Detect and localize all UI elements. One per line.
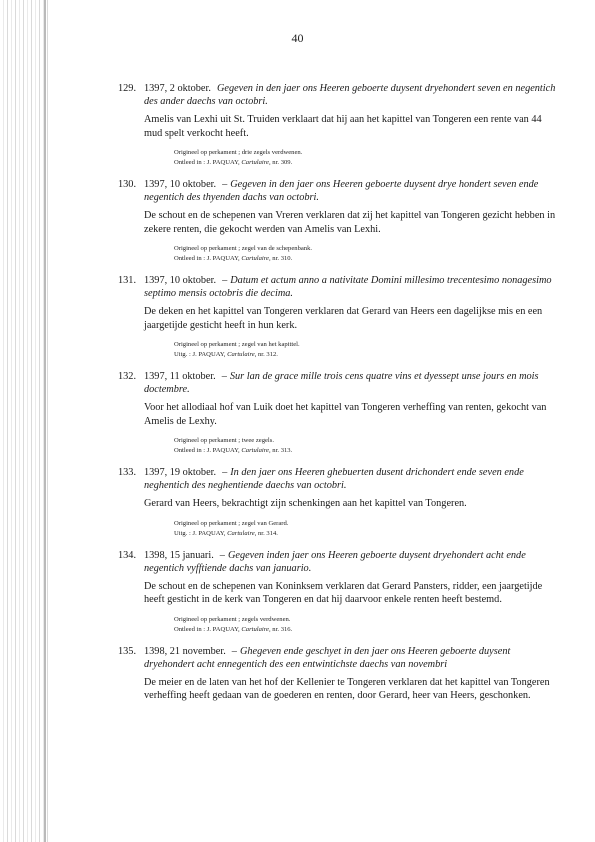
entry-quote: Gegeven in den jaer ons Heeren geboerte duysent dryehondert seven en negentich des ander daechs van octobri.	[144, 83, 556, 107]
entry-summary: De deken en het kapittel van Tongeren verklaren dat Gerard van Heers een dagelijkse mis en een jaargetijde gesticht heeft in hun kerk.	[144, 306, 543, 331]
entry-heading	[118, 645, 558, 671]
entry-dash: –	[221, 371, 227, 382]
reference-title: Cartulaire,	[241, 255, 271, 262]
entry-number: 135.	[118, 645, 137, 657]
entry-date: 1398, 21 november.	[144, 645, 226, 657]
source-note: Origineel op perkament ; zegel van Gerard.	[174, 519, 289, 527]
entry-number: 133.	[118, 467, 137, 478]
reference-title: Cartulaire,	[227, 351, 257, 358]
reference-title: Cartulaire,	[227, 529, 257, 537]
entry-number: 132.	[118, 371, 137, 382]
reference-label: Ontleed in : J. PAQUAY,	[174, 625, 240, 633]
entry-quote: Sur lan de grace mille trois cens quatre vins et dyessept unse jours en mois doctembre.	[144, 371, 539, 395]
reference-number: nr. 316.	[270, 625, 293, 633]
entry-quote: In den jaer ons Heeren ghebuerten dusent drichondert ende seven ende neghentich des neghentiende daechs van octobri.	[144, 467, 524, 491]
entry-dash: –	[222, 467, 228, 478]
entry-133	[118, 466, 558, 539]
source-note: Origineel op perkament ; zegels verdwenen.	[174, 615, 291, 623]
entry-131	[118, 274, 558, 360]
entry-date: 1398, 15 januari.	[144, 549, 214, 561]
entry-quote: Ghegeven ende geschyet in den jaer ons Heeren geboerte duysent dryehondert acht ennegentich des een entwintichste daechs van novembri	[144, 645, 511, 670]
regesten-list	[118, 82, 558, 713]
source-note: Origineel op perkament ; drie zegels verdwenen.	[174, 149, 303, 156]
entry-summary: Amelis van Lexhi uit St. Truiden verklaart dat hij aan het kapittel van Tongeren een rente van 44 mud spelt verkocht heeft.	[144, 114, 542, 139]
entry-notes	[118, 148, 558, 168]
entry-number: 129.	[118, 83, 137, 94]
entry-date: 1397, 10 oktober.	[144, 179, 217, 190]
entry-135	[118, 645, 558, 703]
reference-title: Cartulaire,	[241, 447, 271, 454]
entry-number: 134.	[118, 549, 137, 561]
entry-summary: Gerard van Heers, bekrachtigt zijn schenkingen aan het kapittel van Tongeren.	[144, 498, 467, 509]
reference-note	[174, 446, 558, 456]
reference-number: nr. 313.	[270, 447, 293, 454]
entry-134	[118, 549, 558, 635]
entry-date: 1397, 19 oktober.	[144, 467, 217, 478]
source-note: Origineel op perkament ; zegel van de schepenbank.	[174, 245, 313, 252]
entry-dash: –	[222, 275, 228, 286]
entry-notes	[118, 519, 558, 539]
entry-heading	[118, 549, 558, 575]
reference-label: Uitg. : J. PAQUAY,	[174, 351, 226, 358]
reference-title: Cartulaire,	[241, 625, 271, 633]
entry-heading	[118, 274, 558, 300]
reference-note	[174, 529, 558, 539]
reference-number: nr. 309.	[270, 159, 293, 166]
reference-note	[174, 254, 558, 264]
scan-edge-line	[44, 0, 46, 842]
entry-summary: De meier en de laten van het hof der Kellenier te Tongeren verklaren dat het kapittel van Tongeren verheffing heeft gedaan van de goederen en renten, door Gerard, heer van Heers, geschonken.	[144, 676, 550, 701]
entry-quote: Gegeven in den jaer ons Heeren geboerte duysent drye hondert seven ende negentich des thyenden dachs van octobri.	[144, 179, 539, 203]
entry-notes	[118, 340, 558, 360]
scan-edge	[0, 0, 48, 842]
entry-130	[118, 178, 558, 264]
entry-summary: Voor het allodiaal hof van Luik doet het kapittel van Tongeren verheffing van renten, gekocht van Amelis de Lexhy.	[144, 402, 547, 427]
entry-date: 1397, 11 oktober.	[144, 371, 216, 382]
entry-notes	[118, 436, 558, 456]
source-note: Origineel op perkament ; twee zegels.	[174, 437, 274, 444]
entry-notes	[118, 244, 558, 264]
entry-notes	[118, 615, 558, 635]
reference-label: Uitg. : J. PAQUAY,	[174, 529, 226, 537]
entry-quote: Datum et actum anno a nativitate Domini millesimo trecentesimo nonagesimo septimo mensis octobris die decima.	[144, 275, 552, 299]
entry-summary: De schout en de schepenen van Vreren verklaren dat zij het kapittel van Tongeren gezicht hebben in zekere renten, die gekocht werden van Amelis van Lexhi.	[144, 210, 556, 235]
reference-label: Ontleed in : J. PAQUAY,	[174, 447, 240, 454]
reference-label: Ontleed in : J. PAQUAY,	[174, 255, 240, 262]
reference-number: nr. 314.	[256, 529, 278, 537]
entry-summary: De schout en de schepenen van Koninksem verklaren dat Gerard Pansters, ridder, een jaargetijde heeft gesticht in de kerk van Tongeren en dat hij daarvoor enkele renten heeft bestemd.	[144, 580, 543, 605]
entry-quote: Gegeven inden jaer ons Heeren geboerte duysent dryehondert acht ende negentich vyfftiende dachs van januario.	[144, 549, 526, 574]
entry-date: 1397, 10 oktober.	[144, 275, 217, 286]
reference-note	[174, 625, 558, 635]
entry-dash: –	[231, 645, 237, 657]
entry-date: 1397, 2 oktober.	[144, 83, 211, 94]
source-note: Origineel op perkament ; zegel van het kapittel.	[174, 341, 300, 348]
entry-heading	[118, 466, 558, 492]
entry-129	[118, 82, 558, 168]
entry-heading	[118, 178, 558, 204]
entry-heading	[118, 82, 558, 108]
reference-number: nr. 312.	[256, 351, 278, 358]
reference-number: nr. 310.	[270, 255, 293, 262]
reference-title: Cartulaire,	[241, 159, 271, 166]
entry-heading	[118, 370, 558, 396]
reference-label: Ontleed in : J. PAQUAY,	[174, 159, 240, 166]
entry-dash: –	[219, 549, 225, 561]
page-number: 40	[291, 31, 304, 45]
reference-note	[174, 350, 558, 360]
entry-number: 130.	[118, 179, 137, 190]
entry-dash: –	[222, 179, 228, 190]
reference-note	[174, 158, 558, 168]
entry-number: 131.	[118, 275, 137, 286]
entry-132	[118, 370, 558, 456]
